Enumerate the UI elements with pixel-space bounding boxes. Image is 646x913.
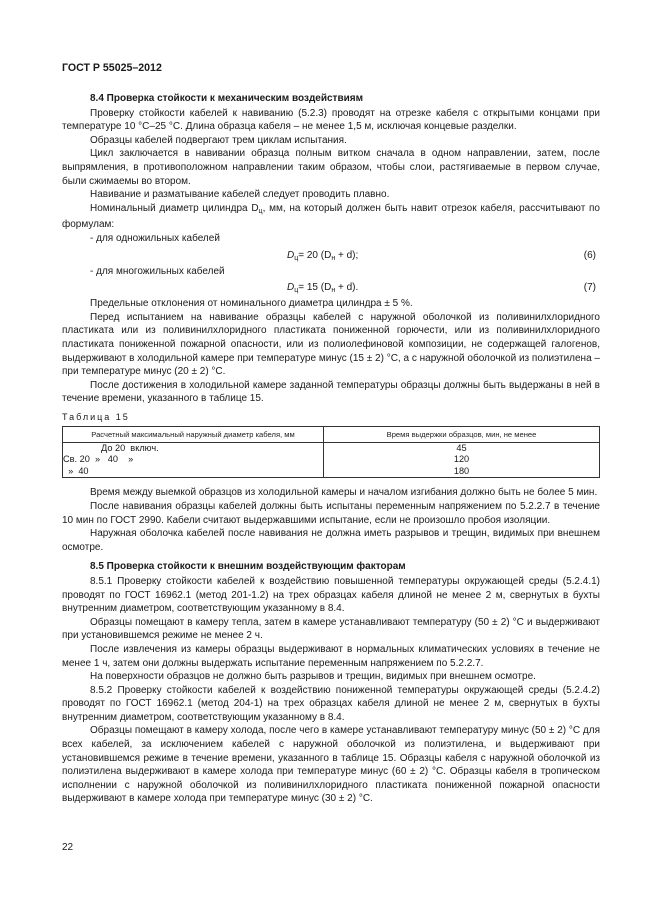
cell-diameter: Св. 20 » 40 » [63,454,324,466]
cell-time: 180 [324,466,600,478]
paragraph: Образцы кабелей подвергают трем циклам испытания. [90,134,347,146]
formula-6: $D_ц= 20$ $(D_н + d)$; (6) [62,246,600,265]
table-caption: Таблица 15 [62,411,130,422]
paragraph: На поверхности образцов не должно быть разрывов и трещин, видимых при внешнем осмотре. [90,671,536,683]
formula-number: (6) [583,249,596,261]
section-heading-8-5: 8.5 Проверка стойкости к внешним воздействующим факторам [90,561,406,573]
table-row [63,466,600,478]
table-header-row [63,426,600,442]
paragraph: После навивания образцы кабелей должны быть испытаны переменным напряжением по 5.2.2.7 в течение 10 мин по ГОСТ 2990. Кабели считают выдержавшими испытание, если не произошло пробоя изоляции. [62,500,600,526]
page-body [62,86,600,806]
page-number: 22 [62,842,74,853]
table-15 [62,426,600,479]
table-row [63,442,600,454]
list-item: - для одножильных кабелей [90,232,220,244]
paragraph: После достижения в холодильной камере заданной температуры образцы должны быть выдержаны в ней в течение времени, указанного в таблице 15. [62,379,600,405]
paragraph: После извлечения из камеры образцы выдерживают в нормальных климатических условиях в течение не менее 1 ч, затем они должны выдержать испытание переменным напряжением по 5.2.2.7. [62,643,600,669]
column-header-time: Время выдержки образцов, мин, не менее [324,426,600,442]
paragraph: Образцы помещают в камеру тепла, затем в камере устанавливают температуру (50 ± 2) °С и выдерживают при установившемся режиме не менее 2 ч. [62,616,600,642]
paragraph: 8.5.2 Проверку стойкости кабелей к воздействию пониженной температуры окружающей среды (5.2.4.2) проводят по ГОСТ 16962.1 (метод 204-1) на трех образцах кабеля длиной не менее 2 м, свернутых в бухты внутренним диаметром, соответствующим указанному в 8.4. [62,684,600,723]
cell-time: 120 [324,454,600,466]
cell-time: 45 [324,442,600,454]
document-header: ГОСТ Р 55025–2012 [62,62,162,74]
cell-diameter: До 20 включ. [63,442,324,454]
formula-number: (7) [583,282,596,294]
paragraph: Время между выемкой образцов из холодильной камеры и началом изгибания должно быть не более 5 мин. [90,487,598,499]
paragraph: Цикл заключается в навивании образца полным витком сначала в одном направлении, затем, после выпрямления, в противоположном направлении таким образом, чтобы слои, растягиваемые в первом случае, были сжимаемы во втором. [62,148,600,187]
table-row [63,454,600,466]
paragraph: 8.5.1 Проверку стойкости кабелей к воздействию повышенной температуры окружающей среды (5.2.4.1) проводят по ГОСТ 16962.1 (метод 201-1.2) на трех образцах кабеля длиной не менее 2 м, свернутых в бухты внутренним диаметром, соответствующим указанному в 8.4. [62,575,600,615]
section-heading-8-4: 8.4 Проверка стойкости к механическим воздействиям [90,93,363,104]
paragraph-diameter: Номинальный диаметр цилиндра $D_ц$, мм, на который должен быть навит отрезок кабеля, рассчитывают по формулам: [62,202,600,231]
paragraph: Проверку стойкости кабелей к навиванию (5.2.3) проводят на отрезке кабеля с открытыми концами при температуре 10 °С–25 °С. Длина образца кабеля – не менее 1,5 м, исключая концевые разделки. [62,107,600,133]
paragraph: Образцы помещают в камеру холода, после чего в камере устанавливают температуру минус (50 ± 2) °С для всех кабелей, за исключением кабелей с наружной оболочкой из полиэтилена, и выдерживают при установившемся режиме в течение времени, указанного в таблице 15. Образцы кабеля с наружной оболочкой из полиэтилена выдерживают в камере холода при температуре минус (60 ± 2) °С. Образцы кабеля в тропическом исполнении с наружной оболочкой из поливинилхлоридного пластиката пониженной пожарной опасности выдерживают в камере холода при температуре минус (30 ± 2) °С. [62,725,600,805]
list-item: - для многожильных кабелей [90,265,225,277]
paragraph: Наружная оболочка кабелей после навивания не должна иметь разрывов и трещин, видимых при внешнем осмотре. [62,528,600,553]
column-header-diameter: Расчетный максимальный наружный диаметр кабеля, мм [63,426,324,442]
formula-7: $D_ц= 15$ $(D_н + d)$. (7) [62,278,600,297]
paragraph: Перед испытанием на навивание образцы кабелей с наружной оболочкой из поливинилхлоридного пластиката или из поливинилхлоридного пластиката пониженной горючести, или из поливинилхлоридного пластиката пониженной пожарной опасности, или из полиолефиновой композиции, не содержащей галогенов, выдерживают в холодильной камере при температуре минус (15 ± 2) °С, а с наружной оболочкой из полиэтилена – при температуре минус (20 ± 2) °С. [62,311,600,378]
paragraph: Навивание и разматывание кабелей следует проводить плавно. [90,189,390,201]
cell-diameter: » 40 [63,466,324,478]
paragraph: Предельные отклонения от номинального диаметра цилиндра ± 5 %. [90,298,413,310]
